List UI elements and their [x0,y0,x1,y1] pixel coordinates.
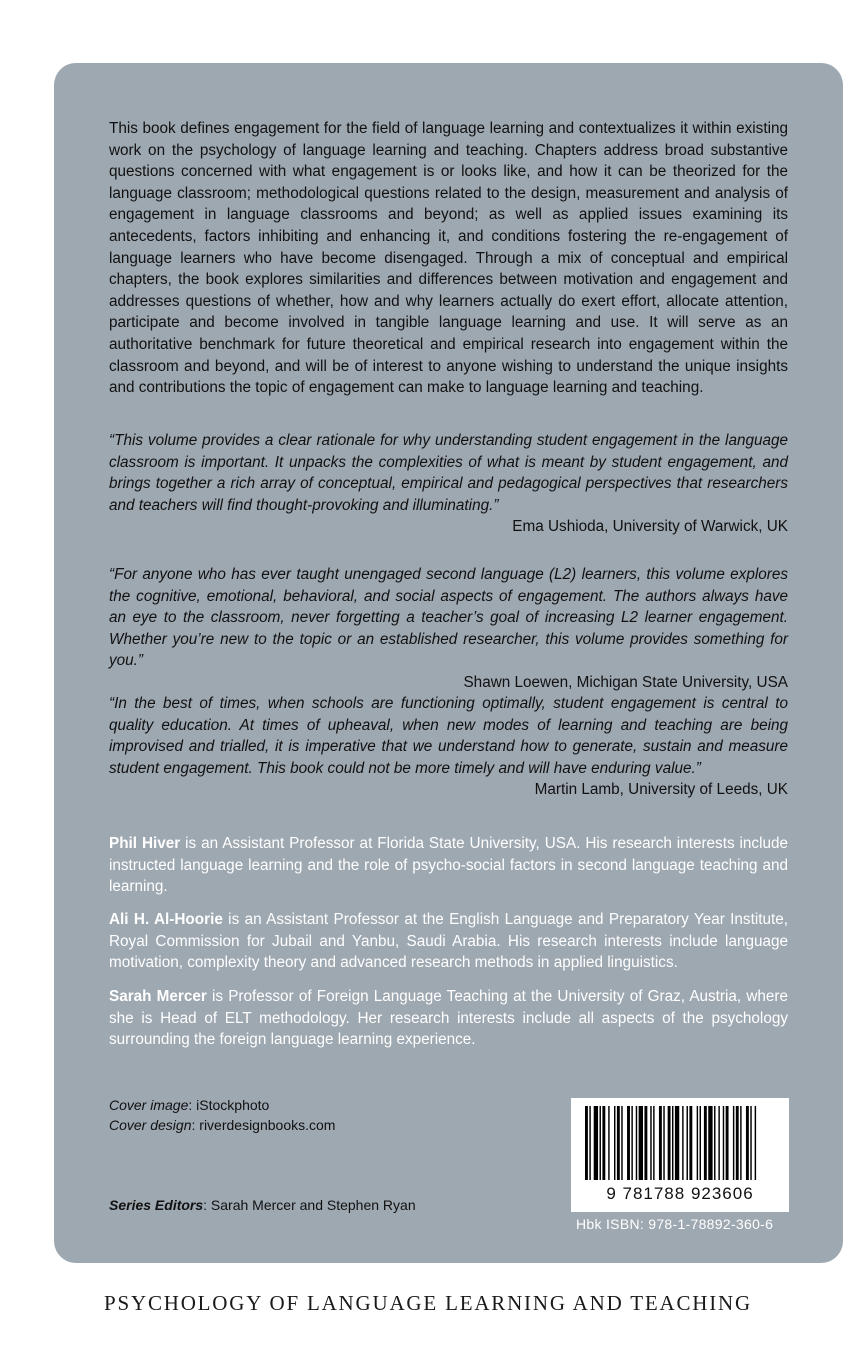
endorsement-text: “In the best of times, when schools are functioning optimally, student engagement is central to quality education. At times of upheaval, when new modes of learning and teaching are being improvised and trialled, it is imperative that we understand how to generate, sustain and measure student engagement. This book could not be more timely and will have enduring value.” [109,695,788,777]
barcode-bar [631,1106,632,1180]
barcode-bar [726,1106,729,1180]
cover-image-credit [109,1095,335,1115]
barcode-bar [627,1106,630,1180]
barcode-bar [687,1106,688,1180]
author-bio-text: is Professor of Foreign Language Teaching at the University of Graz, Austria, where she is Head of ELT methodology. Her research interests include all aspects of the psychology surrounding the foreign language learning experience. [109,988,788,1049]
barcode-bar [746,1106,749,1180]
book-description: This book defines engagement for the field of language learning and contextualizes it within existing work on the psychology of language learning and teaching. Chapters address broad substantive questions concerned with what engagement is or looks like, and how it can be theorized for the language classroom; methodological questions related to the design, measurement and analysis of engagement in language classrooms and beyond; as well as applied issues examining its antecedents, factors inhibiting and enhancing it, and conditions fostering the re-engagement of language learners who have become disengaged. Through a mix of conceptual and empirical chapters, the book explores similarities and differences between motivation and engagement and addresses questions of whether, how and why learners actually do exert effort, allocate attention, participate and become involved in tangible language learning and use. It will serve as an authoritative benchmark for future theoretical and empirical research into engagement within the classroom and beyond, and will be of interest to anyone wishing to understand the unique insights and contributions the topic of engagement can make to language learning and teaching. [109,120,788,397]
barcode-bar [682,1106,683,1180]
author-name: Phil Hiver [109,835,181,852]
author-bio-hiver [109,833,788,898]
barcode-bar [617,1106,620,1180]
cover-credits [109,1095,335,1135]
barcode-bar [659,1106,662,1180]
cover-image-label: Cover image [109,1097,189,1113]
barcode-bar [675,1106,679,1180]
endorsement-2 [109,564,788,694]
barcode-bar [718,1106,719,1180]
barcode-bar [750,1106,751,1180]
barcode-bar [704,1106,707,1180]
barcode-bar [585,1106,588,1180]
barcode-bar [602,1106,605,1180]
series-editors-value: : Sarah Mercer and Stephen Ryan [203,1197,416,1213]
isbn-barcode [571,1098,789,1212]
barcode-bar [621,1106,622,1180]
endorsement-attribution: Shawn Loewen, Michigan State University, USA [463,673,788,691]
series-editors-label: Series Editors [109,1197,204,1213]
barcode-bar [614,1106,615,1180]
author-bio-text: is an Assistant Professor at Florida State University, USA. His research interests include instructed language learning and the role of psycho-social factors in second language teaching and learning. [109,835,788,896]
barcode-bar [608,1106,609,1180]
barcode-digits: 9 781788 923606 [606,1184,754,1203]
barcode-bar [700,1106,701,1180]
barcode-bar [650,1106,651,1180]
isbn-label: Hbk ISBN: 978-1-78892-360-6 [576,1216,774,1232]
author-bio-text: is an Assistant Professor at the English Language and Preparatory Year Institute, Royal Commission for Jubail and Yanbu, Saudi Arabia. His research interests include language motivation, complexity theory and advanced research methods in applied linguistics. [109,911,788,972]
barcode-bar [740,1106,741,1180]
cover-image-value: : iStockphoto [188,1097,270,1113]
cover-design-value: : riverdesignbooks.com [191,1117,336,1133]
barcode-bar [672,1106,673,1180]
author-name: Ali H. Al-Hoorie [109,911,223,928]
barcode-bar [639,1106,643,1180]
endorsement-text: “For anyone who has ever taught unengaged second language (L2) learners, this volume explores the cognitive, emotional, behavioral, and social aspects of engagement. The authors always have an eye to the classroom, never forgetting a teacher’s goal of increasing L2 learner engagement. Whether you’re new to the topic or an established researcher, this volume provides something for you.” [109,566,788,670]
endorsement-3 [109,693,788,801]
barcode-bar [663,1106,664,1180]
barcode-bar [697,1106,698,1180]
author-bio-al-hoorie [109,909,788,974]
barcode-bar [714,1106,715,1180]
barcode-bar [689,1106,692,1180]
series-editors [109,1195,416,1215]
barcode-bar [594,1106,598,1180]
endorsement-text: “This volume provides a clear rationale for why understanding student engagement in the language classroom is important. It unpacks the complexities of what is meant by student engagement, and brings together a rich array of conceptual, empirical and pedagogical perspectives that researchers and teachers will find thought-provoking and illuminating.” [109,432,788,514]
barcode-bar [755,1106,756,1180]
barcode-bar [644,1106,647,1180]
barcode-bar [600,1106,601,1180]
barcode-bar [636,1106,637,1180]
barcode-bar [736,1106,739,1180]
cover-design-credit [109,1115,335,1135]
endorsement-1 [109,430,788,538]
barcode-bar [589,1106,590,1180]
barcode-bars [571,1098,789,1182]
author-bio-mercer [109,986,788,1051]
barcode-bar [668,1106,671,1180]
endorsement-attribution: Ema Ushioda, University of Warwick, UK [512,518,788,536]
cover-design-label: Cover design [109,1117,192,1133]
barcode-bar [723,1106,724,1180]
barcode-bar [733,1106,734,1180]
barcode-bar [708,1106,712,1180]
author-name: Sarah Mercer [109,988,207,1005]
series-title: PSYCHOLOGY OF LANGUAGE LEARNING AND TEACHING [104,1291,752,1315]
endorsement-attribution: Martin Lamb, University of Leeds, UK [534,781,788,799]
barcode-bar [653,1106,654,1180]
